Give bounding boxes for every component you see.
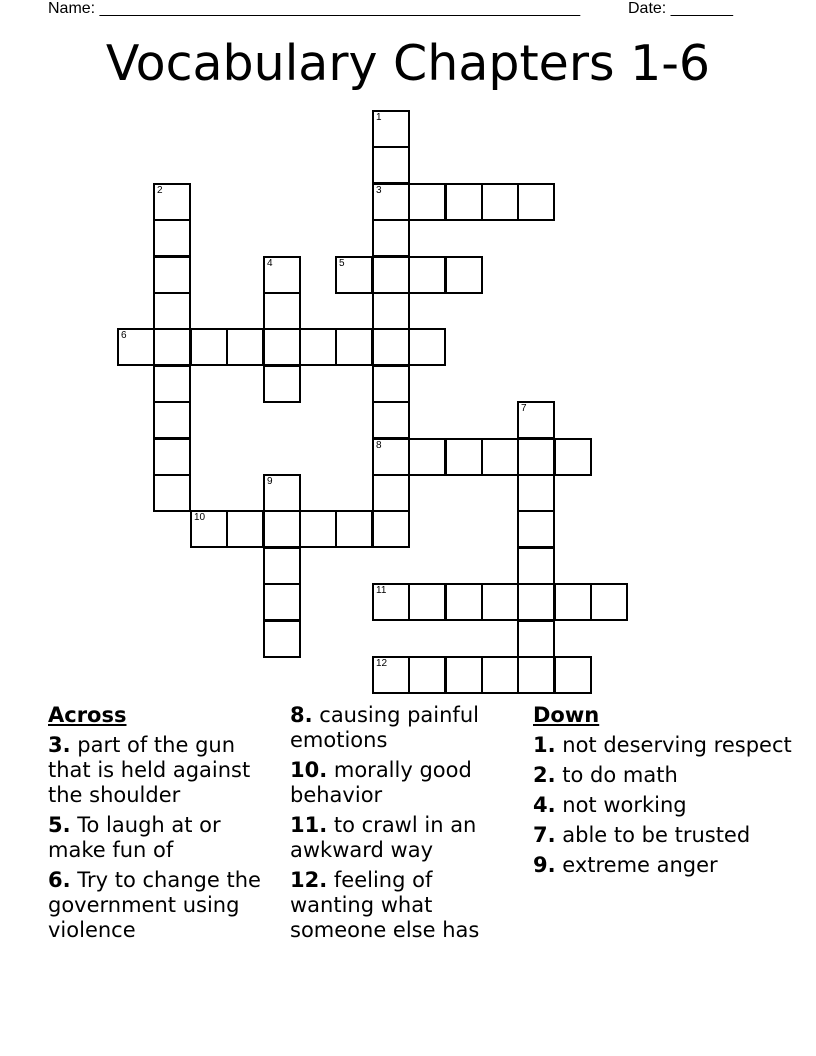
grid-cell[interactable] bbox=[372, 256, 410, 294]
grid-cell[interactable] bbox=[517, 401, 555, 439]
clue-number: 11 bbox=[376, 585, 387, 596]
grid-cell[interactable] bbox=[263, 474, 301, 512]
clue-number: 1 bbox=[376, 112, 382, 123]
name-field: Name: ______________________________________________________ bbox=[48, 0, 581, 17]
date-field: Date: _______ bbox=[628, 0, 733, 17]
down-clue-4: 4. not working bbox=[533, 793, 687, 817]
clue-number: 9 bbox=[267, 476, 273, 487]
grid-cell[interactable] bbox=[226, 510, 264, 548]
down-clue-7: 7. able to be trusted bbox=[533, 823, 751, 847]
grid-cell[interactable] bbox=[445, 183, 483, 221]
grid-cell[interactable] bbox=[372, 656, 410, 694]
grid-cell[interactable] bbox=[153, 401, 191, 439]
grid-cell[interactable] bbox=[372, 510, 410, 548]
grid-cell[interactable] bbox=[372, 474, 410, 512]
down-clue-9: 9. extreme anger bbox=[533, 853, 718, 877]
grid-cell[interactable] bbox=[299, 328, 337, 366]
grid-cell[interactable] bbox=[445, 583, 483, 621]
grid-cell[interactable] bbox=[481, 656, 519, 694]
grid-cell[interactable] bbox=[226, 328, 264, 366]
grid-cell[interactable] bbox=[481, 583, 519, 621]
grid-cell[interactable] bbox=[153, 328, 191, 366]
grid-cell[interactable] bbox=[372, 583, 410, 621]
across-clue-12: 12. feeling of wanting what someone else has bbox=[290, 868, 480, 942]
grid-cell[interactable] bbox=[263, 292, 301, 330]
grid-cell[interactable] bbox=[517, 438, 555, 476]
clue-number: 2 bbox=[157, 185, 163, 196]
grid-cell[interactable] bbox=[153, 365, 191, 403]
across-clue-3: 3. part of the gun that is held against the shoulder bbox=[48, 733, 251, 807]
grid-cell[interactable] bbox=[263, 620, 301, 658]
grid-cell[interactable] bbox=[408, 256, 446, 294]
grid-cell[interactable] bbox=[408, 656, 446, 694]
grid-cell[interactable] bbox=[190, 510, 228, 548]
clue-number: 7 bbox=[521, 403, 527, 414]
grid-cell[interactable] bbox=[445, 256, 483, 294]
grid-cell[interactable] bbox=[517, 547, 555, 585]
grid-cell[interactable] bbox=[554, 438, 592, 476]
grid-cell[interactable] bbox=[590, 583, 628, 621]
across-clue-6: 6. Try to change the government using violence bbox=[48, 868, 261, 942]
grid-cell[interactable] bbox=[372, 110, 410, 148]
across-column-1 bbox=[48, 703, 278, 948]
across-clue-11: 11. to crawl in an awkward way bbox=[290, 813, 477, 862]
grid-cell[interactable] bbox=[517, 620, 555, 658]
grid-cell[interactable] bbox=[372, 292, 410, 330]
grid-cell[interactable] bbox=[153, 474, 191, 512]
grid-cell[interactable] bbox=[517, 656, 555, 694]
grid-cell[interactable] bbox=[117, 328, 155, 366]
across-heading: Across bbox=[48, 703, 127, 727]
across-clue-5: 5. To laugh at or make fun of bbox=[48, 813, 221, 862]
down-column bbox=[533, 703, 803, 883]
grid-cell[interactable] bbox=[554, 583, 592, 621]
grid-cell[interactable] bbox=[335, 328, 373, 366]
grid-cell[interactable] bbox=[263, 510, 301, 548]
grid-cell[interactable] bbox=[445, 438, 483, 476]
grid-cell[interactable] bbox=[517, 510, 555, 548]
grid-cell[interactable] bbox=[408, 328, 446, 366]
across-column-2 bbox=[290, 703, 522, 948]
grid-cell[interactable] bbox=[372, 146, 410, 184]
clue-number: 6 bbox=[121, 330, 127, 341]
down-clue-2: 2. to do math bbox=[533, 763, 678, 787]
grid-cell[interactable] bbox=[153, 292, 191, 330]
grid-cell[interactable] bbox=[408, 583, 446, 621]
grid-cell[interactable] bbox=[263, 583, 301, 621]
grid-cell[interactable] bbox=[372, 401, 410, 439]
grid-cell[interactable] bbox=[517, 474, 555, 512]
grid-cell[interactable] bbox=[263, 256, 301, 294]
clue-number: 4 bbox=[267, 258, 273, 269]
grid-cell[interactable] bbox=[335, 256, 373, 294]
grid-cell[interactable] bbox=[481, 183, 519, 221]
grid-cell[interactable] bbox=[517, 583, 555, 621]
grid-cell[interactable] bbox=[190, 328, 228, 366]
page-title: Vocabulary Chapters 1-6 bbox=[105, 35, 711, 92]
grid-cell[interactable] bbox=[153, 438, 191, 476]
across-clue-10: 10. morally good behavior bbox=[290, 758, 472, 807]
clue-number: 8 bbox=[376, 440, 382, 451]
grid-cell[interactable] bbox=[263, 547, 301, 585]
down-clue-1: 1. not deserving respect bbox=[533, 733, 792, 757]
grid-cell[interactable] bbox=[554, 656, 592, 694]
clue-number: 12 bbox=[376, 658, 388, 669]
grid-cell[interactable] bbox=[299, 510, 337, 548]
grid-cell[interactable] bbox=[408, 183, 446, 221]
grid-cell[interactable] bbox=[335, 510, 373, 548]
clue-number: 3 bbox=[376, 185, 382, 196]
clue-number: 10 bbox=[194, 512, 206, 523]
grid-cell[interactable] bbox=[372, 328, 410, 366]
grid-cell[interactable] bbox=[153, 183, 191, 221]
across-clue-8: 8. causing painful emotions bbox=[290, 703, 479, 752]
grid-cell[interactable] bbox=[517, 183, 555, 221]
grid-cell[interactable] bbox=[372, 219, 410, 257]
grid-cell[interactable] bbox=[481, 438, 519, 476]
grid-cell[interactable] bbox=[263, 365, 301, 403]
grid-cell[interactable] bbox=[153, 219, 191, 257]
grid-cell[interactable] bbox=[445, 656, 483, 694]
grid-cell[interactable] bbox=[372, 183, 410, 221]
grid-cell[interactable] bbox=[263, 328, 301, 366]
grid-cell[interactable] bbox=[372, 365, 410, 403]
grid-cell[interactable] bbox=[372, 438, 410, 476]
down-heading: Down bbox=[533, 703, 600, 727]
clue-number: 5 bbox=[339, 258, 345, 269]
grid-cell[interactable] bbox=[153, 256, 191, 294]
grid-cell[interactable] bbox=[408, 438, 446, 476]
